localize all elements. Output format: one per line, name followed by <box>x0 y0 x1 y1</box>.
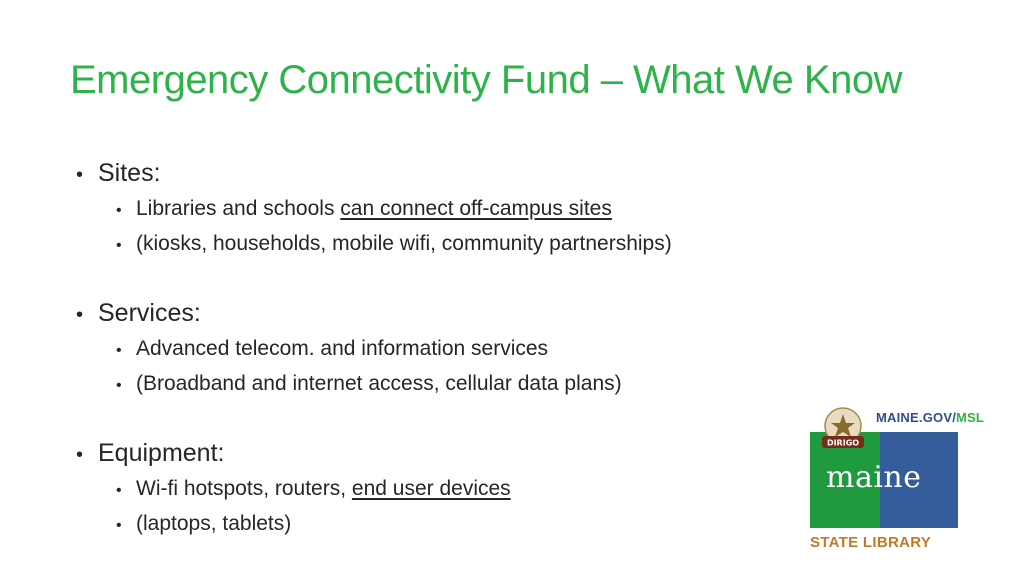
maine-state-library-logo <box>810 402 985 552</box>
bullet-icon: • <box>76 444 84 466</box>
item-text: (laptops, tablets) <box>136 512 292 535</box>
section-sites <box>76 156 796 262</box>
item-text: Libraries and schools <box>136 197 341 220</box>
section-heading: Equipment: <box>98 439 225 467</box>
logo-bottom-text: STATE LIBRARY <box>810 534 932 551</box>
bullet-icon: • <box>116 482 122 499</box>
item-text: Advanced telecom. and information services <box>136 337 549 360</box>
bullet-icon: • <box>116 517 122 534</box>
list-item <box>116 367 796 402</box>
bullet-list <box>76 156 796 576</box>
section-services <box>76 296 796 402</box>
item-text: Wi-fi hotspots, routers, <box>136 477 352 500</box>
page-title: Emergency Connectivity Fund – What We Know <box>70 58 902 102</box>
bullet-icon: • <box>116 342 122 359</box>
item-text: (Broadband and internet access, cellular data plans) <box>136 372 622 395</box>
seal-text: DIRIGO <box>826 438 860 448</box>
section-heading: Services: <box>98 299 201 327</box>
list-item <box>116 507 796 542</box>
list-item <box>76 156 796 192</box>
list-item <box>76 436 796 472</box>
logo-url: MAINE.GOV/MSL <box>876 410 985 425</box>
item-underlined-text: can connect off-campus sites <box>340 197 612 220</box>
list-item <box>76 296 796 332</box>
logo-wordmark: maine <box>826 460 922 495</box>
list-item <box>116 227 796 262</box>
section-heading: Sites: <box>98 159 161 187</box>
list-item <box>116 472 796 507</box>
section-equipment <box>76 436 796 542</box>
bullet-icon: • <box>116 237 122 254</box>
item-underlined-text: end user devices <box>351 477 511 500</box>
bullet-icon: • <box>116 202 122 219</box>
bullet-icon: • <box>76 304 84 326</box>
bullet-icon: • <box>116 377 122 394</box>
list-item <box>116 192 796 227</box>
star-seal-icon <box>818 406 868 452</box>
item-text: (kiosks, households, mobile wifi, community partnerships) <box>136 232 672 255</box>
bullet-icon: • <box>76 164 84 186</box>
list-item <box>116 332 796 367</box>
